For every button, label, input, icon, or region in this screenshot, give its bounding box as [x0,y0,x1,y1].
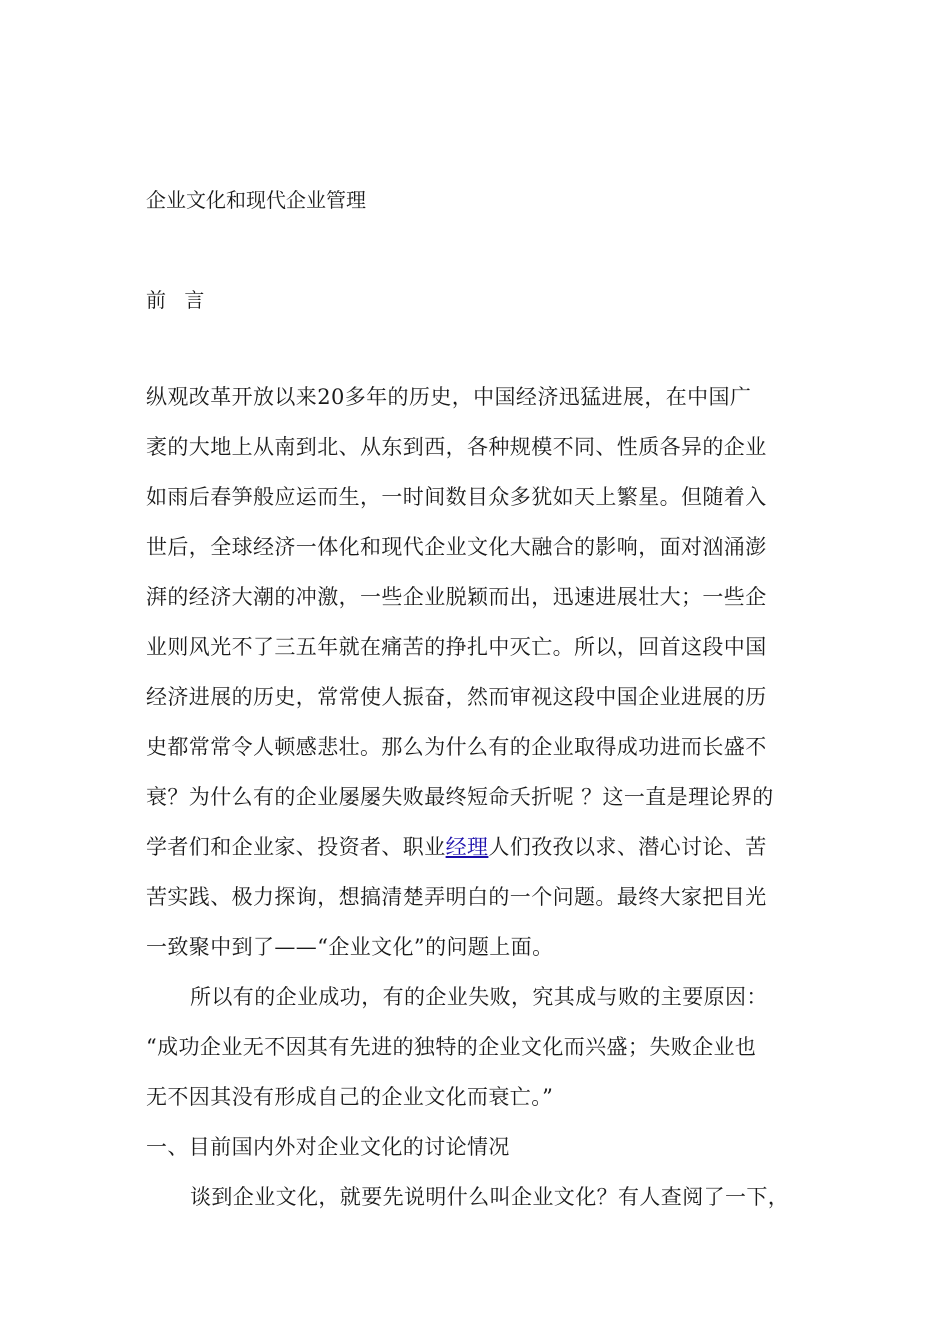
manager-link[interactable]: 经理 [445,835,489,859]
text-line: 如雨后春笋般应运而生，一时间数目众多犹如天上繁星。但随着入 [146,485,767,509]
text-line: 一致聚中到了——“企业文化”的问题上面。 [146,935,554,959]
section-heading: 一、目前国内外对企业文化的讨论情况 [146,1135,510,1159]
paragraph-definition [146,1179,811,1229]
paragraph-reason [146,979,811,1129]
text-line: 世后，全球经济一体化和现代企业文化大融合的影响，面对汹涌澎 [146,535,767,559]
document-body [146,379,811,1229]
text-line: “成功企业无不因其有先进的独特的企业文化而兴盛；失败企业也 [146,1035,757,1059]
text-line: 所以有的企业成功，有的企业失败，究其成与败的主要原因： [190,985,768,1009]
text-segment: 人们孜孜以求、潜心讨论、苦 [488,835,767,859]
text-line: 袤的大地上从南到北、从东到西，各种规模不同、性质各异的企业 [146,435,767,459]
text-line: 苦实践、极力探询，想搞清楚弄明白的一个问题。最终大家把目光 [146,885,767,909]
text-line-with-link [146,829,811,879]
text-line: 谈到企业文化，就要先说明什么叫企业文化？有人查阅了一下， [190,1185,790,1209]
paragraph-intro [146,379,811,979]
text-line: 无不因其没有形成自己的企业文化而衰亡。” [146,1085,554,1109]
text-line: 湃的经济大潮的冲激，一些企业脱颖而出，迅速进展壮大；一些企 [146,585,767,609]
text-line: 衰？为什么有的企业屡屡失败最终短命夭折呢 ？这一直是理论界的 [146,785,774,809]
text-segment: 学者们和企业家、投资者、职业 [146,835,446,859]
preface-heading: 前 言 [146,288,211,312]
text-line: 史都常常令人顿感悲壮。那么为什么有的企业取得成功进而长盛不 [146,735,767,759]
text-line: 纵观改革开放以来20多年的历史，中国经济迅猛进展，在中国广 [146,385,752,409]
text-line: 业则风光不了三五年就在痛苦的挣扎中灭亡。所以，回首这段中国 [146,635,767,659]
text-line: 经济进展的历史，常常使人振奋，然而审视这段中国企业进展的历 [146,685,767,709]
document-title: 企业文化和现代企业管理 [146,188,366,212]
